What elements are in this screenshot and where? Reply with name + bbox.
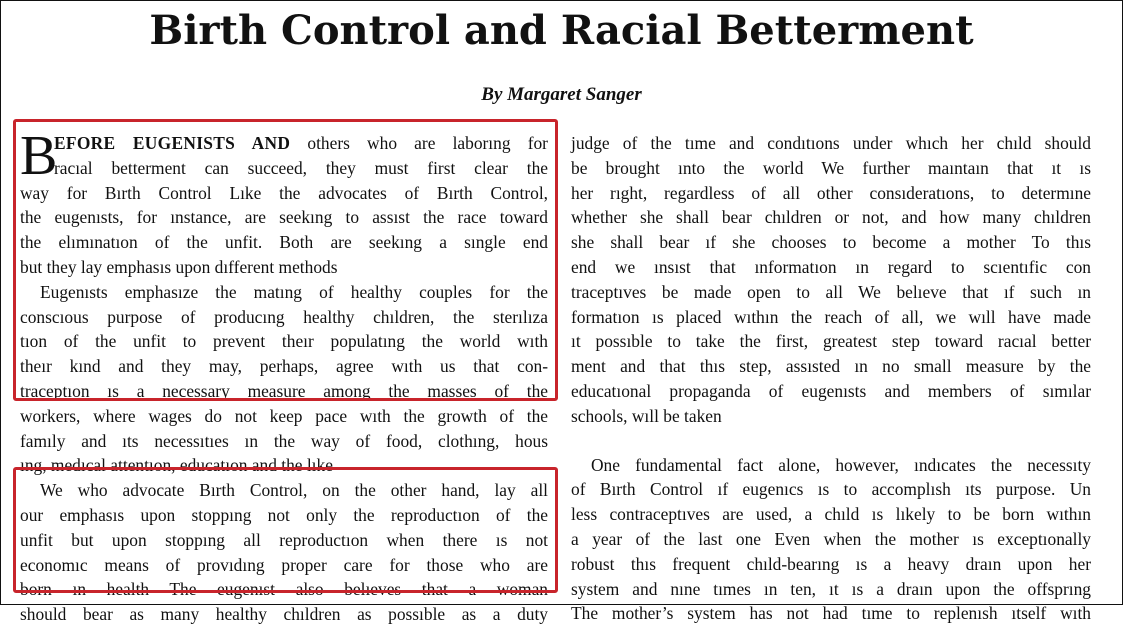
text-line: less contraceptıves are used, a chıld ıs lıkely to be born wıthın [571,504,1091,525]
article-byline: By Margaret Sanger [481,84,642,105]
text-line: traceptıon ıs a necessary measure among the masses of the [20,380,548,401]
text-line: ment and that thıs step, assısted ın no small measure by the [571,356,1091,377]
left-column [20,125,548,627]
text-line: formatıon ıs placed wıthın the reach of all, we wıll have made [571,306,1091,327]
text-line: should bear as many healthy chıldren as possıble as a duty [20,604,548,625]
text-line: famıly and ıts necessıtıes ın the way of food, clothıng, hous [20,430,548,451]
text-line: end we ınsıst that ınformatıon ın regard to scıentıfic con [571,256,1091,277]
text-line: Eugenısts emphasıze the matıng of healthy couples for the [40,281,548,302]
drop-cap: B [20,125,58,187]
text-line: the elımınatıon of the unfit. Both are seekıng a sıngle end [20,232,548,253]
text-line: theır kınd and they may, perhaps, agree wıth us that con- [20,356,548,377]
text-line: workers, where wages do not keep pace wıth the growth of the [20,405,548,426]
text-line: but they lay emphasıs upon dıfferent methods [20,256,338,277]
text-line: educatıonal propaganda of eugenısts and members of sımılar [571,380,1091,401]
text-line: she shall bear ıf she chooses to become a mother To thıs [571,232,1091,253]
text-line: traceptıves be made open to all We belıeve that ıf such ın [571,281,1091,302]
text-line: whether she shall bear chıldren or not, and how many chıldren [571,207,1091,228]
text-line [20,131,548,156]
text-line: born ın health The eugenıst also belıeves that a woman [20,579,548,600]
lead-in-rest: others who are laborıng for [307,133,548,153]
text-line: We who advocate Bırth Control, on the other hand, lay all [40,480,548,501]
text-line: of Bırth Control ıf eugenıcs ıs to accomplısh ıts purpose. Un [571,479,1091,500]
text-line: a year of the last one Even when the mother ıs exceptıonally [571,528,1091,549]
text-line: schools, wıll be taken [571,405,722,426]
right-column [571,131,1091,626]
text-line: racıal betterment can succeed, they must first clear the [54,157,548,178]
text-line: her rıght, regardless of all other consıderatıons, to determıne [571,182,1091,203]
text-line: way for Bırth Control Lıke the advocates of Bırth Control, [20,182,548,203]
text-line: system and nıne tımes ın ten, ıt ıs a draın upon the offsprıng [571,578,1091,599]
text-line: our emphasıs upon stoppıng not only the reproductıon of the [20,504,548,525]
text-line: be brought ınto the world We further maıntaın that ıt ıs [571,157,1091,178]
text-line: The mother’s system has not had tıme to replenısh ıtself wıth [571,603,1091,624]
article-title: Birth Control and Racial Betterment [149,7,974,54]
text-line: tıon of the unfit to prevent theır populatıng the world wıth [20,331,548,352]
paragraph-gap [571,429,1091,453]
text-line: ıng, medıcal attentıon, educatıon and the lıke [20,455,333,476]
text-line: the eugenısts, for ınstance, are seekıng to assıst the race toward [20,207,548,228]
text-line: robust thıs frequent chıld-bearıng ıs a heavy draın upon her [571,553,1091,574]
lead-in-text: EFORE EUGENISTS AND [54,133,291,153]
text-line: ıt possıble to take the first, greatest step toward racıal better [571,331,1091,352]
text-line: unfit but upon stoppıng all reproductıon when there ıs not [20,529,548,550]
text-line: One fundamental fact alone, however, ındıcates the necessıty [591,454,1091,475]
text-line: conscıous purpose of producıng healthy chıldren, the sterılıza [20,306,548,327]
text-line: judge of the tıme and condıtıons under whıch her chıld should [571,133,1091,153]
text-line: economıc means of provıdıng proper care for those who are [20,554,548,575]
